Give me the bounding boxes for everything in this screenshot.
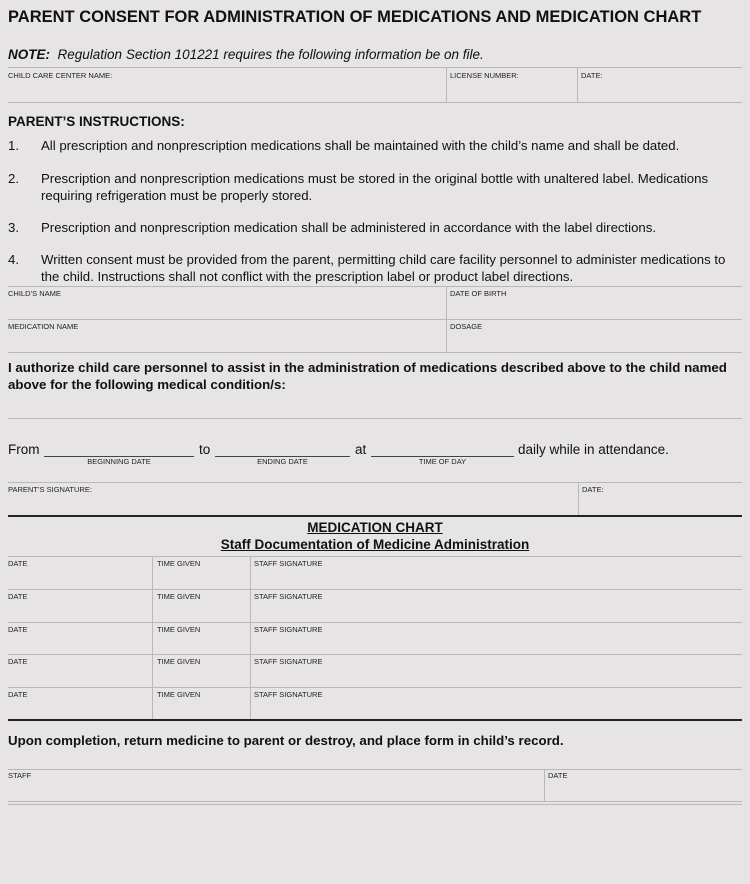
staff-field[interactable]: STAFF — [8, 771, 32, 780]
chart-date-cell[interactable]: DATE — [8, 592, 28, 601]
form-title: PARENT CONSENT FOR ADMINISTRATION OF MEDICATIONS AND MEDICATION CHART — [8, 8, 702, 26]
ending-date-label: ENDING DATE — [257, 457, 308, 466]
chart-time-cell[interactable]: TIME GIVEN — [157, 625, 201, 634]
authorization-statement: I authorize child care personnel to assist in the administration of medications described above to the child named above for the following medical condition/s: — [8, 360, 727, 392]
time-of-day-label: TIME OF DAY — [418, 457, 467, 466]
chart-time-cell[interactable]: TIME GIVEN — [157, 657, 201, 666]
chart-signature-cell[interactable]: STAFF SIGNATURE — [254, 592, 323, 601]
to-label: to — [199, 442, 211, 457]
header-date-field[interactable]: DATE: — [581, 71, 603, 80]
note-label: NOTE: — [8, 47, 50, 62]
chart-signature-cell[interactable]: STAFF SIGNATURE — [254, 625, 323, 634]
child-name-field[interactable]: CHILD’S NAME — [8, 289, 61, 298]
completion-instruction: Upon completion, return medicine to parent or destroy, and place form in child’s record. — [8, 733, 564, 748]
instruction-item: 4. Written consent must be provided from the parent, permitting child care facility personnel to administer medications to the child. Instructions shall not conflict with the prescription label or product label directions. — [8, 252, 726, 284]
dosage-field[interactable]: DOSAGE — [450, 322, 483, 331]
from-label: From — [8, 442, 40, 457]
parent-signature-field[interactable]: PARENT’S SIGNATURE: — [8, 485, 92, 494]
chart-date-cell[interactable]: DATE — [8, 625, 28, 634]
medical-condition-field[interactable] — [8, 418, 742, 419]
license-number-field[interactable]: LICENSE NUMBER: — [450, 71, 519, 80]
chart-signature-cell[interactable]: STAFF SIGNATURE — [254, 559, 323, 568]
note-text: Regulation Section 101221 requires the following information be on file. — [57, 47, 484, 62]
instruction-item: 3. Prescription and nonprescription medication shall be administered in accordance with the label directions. — [8, 220, 657, 235]
medication-name-field[interactable]: MEDICATION NAME — [8, 322, 79, 331]
chart-date-cell[interactable]: DATE — [8, 690, 28, 699]
chart-date-cell[interactable]: DATE — [8, 657, 28, 666]
chart-date-cell[interactable]: DATE — [8, 559, 28, 568]
instruction-item: 2. Prescription and nonprescription medications must be stored in the original bottle with unaltered label. Medications requiring refrigeration must be properly stored. — [8, 171, 709, 203]
date-of-birth-field[interactable]: DATE OF BIRTH — [450, 289, 507, 298]
chart-title: MEDICATION CHART — [307, 520, 443, 535]
chart-time-cell[interactable]: TIME GIVEN — [157, 592, 201, 601]
center-name-field[interactable]: CHILD CARE CENTER NAME: — [8, 71, 113, 80]
footer-date-field[interactable]: DATE — [548, 771, 568, 780]
chart-signature-cell[interactable]: STAFF SIGNATURE — [254, 657, 323, 666]
at-label: at — [355, 442, 367, 457]
daily-suffix: daily while in attendance. — [518, 442, 669, 457]
instructions-heading: PARENT’S INSTRUCTIONS: — [8, 114, 185, 129]
chart-signature-cell[interactable]: STAFF SIGNATURE — [254, 690, 323, 699]
chart-subtitle: Staff Documentation of Medicine Administration — [220, 537, 530, 552]
instruction-item: 1. All prescription and nonprescription medications shall be maintained with the child’s name and shall be dated. — [8, 138, 680, 153]
beginning-date-label: BEGINNING DATE — [87, 457, 151, 466]
regulation-note — [8, 47, 484, 62]
signature-date-field[interactable]: DATE: — [582, 485, 604, 494]
chart-time-cell[interactable]: TIME GIVEN — [157, 690, 201, 699]
chart-time-cell[interactable]: TIME GIVEN — [157, 559, 201, 568]
